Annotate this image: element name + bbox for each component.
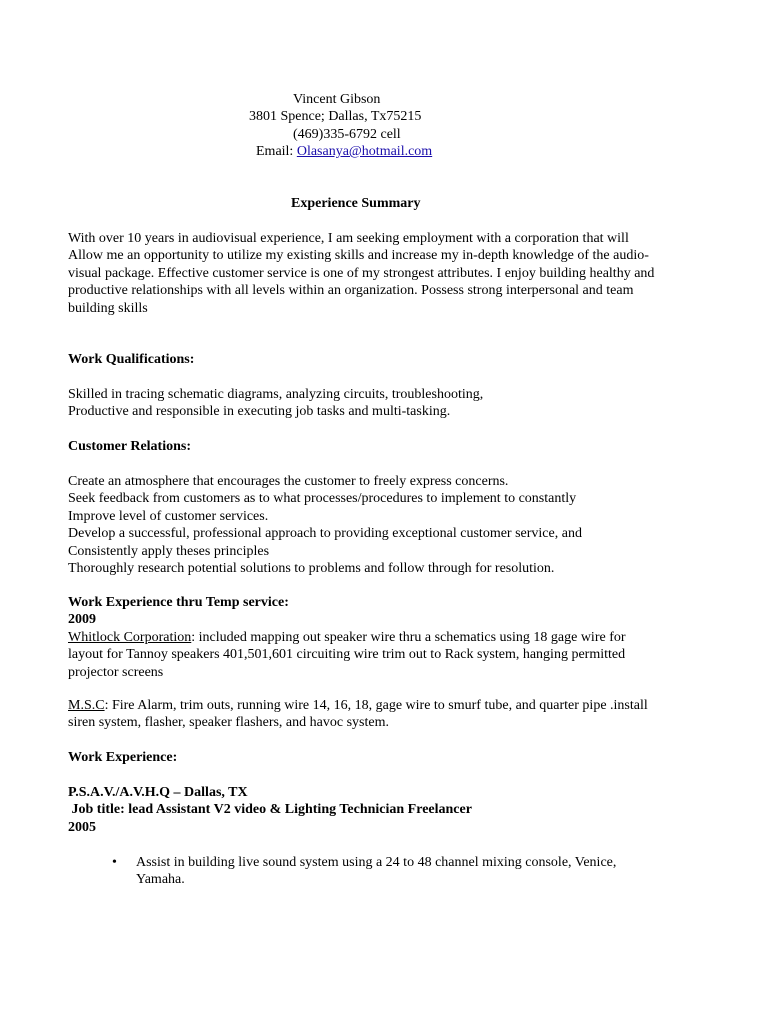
contact-phone: (469)335-6792 cell xyxy=(293,127,401,142)
experience-heading: Work Experience: xyxy=(68,750,178,765)
temp-heading: Work Experience thru Temp service: xyxy=(68,595,289,610)
qualification-line: Skilled in tracing schematic diagrams, analyzing circuits, troubleshooting, xyxy=(68,387,484,402)
msc-description: : Fire Alarm, trim outs, running wire 14, 16, 18, gage wire to smurf tube, and quarter pipe .install xyxy=(104,698,648,713)
summary-line: Allow me an opportunity to utilize my existing skills and increase my in-depth knowledge of the audio- xyxy=(68,248,649,264)
customer-line: Consistently apply theses principles xyxy=(68,543,270,559)
customer-line: Develop a successful, professional approach to providing exceptional customer service, and xyxy=(68,526,582,542)
customer-line: Thoroughly research potential solutions to problems and follow through for resolution. xyxy=(68,561,555,577)
customer-heading: Customer Relations: xyxy=(68,439,192,454)
contact-address: 3801 Spence; Dallas, Tx75215 xyxy=(249,109,422,124)
whitlock-description: : included mapping out speaker wire thru a schematics using 18 gage wire for xyxy=(191,629,626,645)
summary-heading: Experience Summary xyxy=(291,196,421,211)
whitlock-line xyxy=(68,629,708,646)
msc-line: siren system, flasher, speaker flashers, and havoc system. xyxy=(68,715,389,731)
msc-section xyxy=(68,697,708,732)
summary-line: With over 10 years in audiovisual experience, I am seeking employment with a corporation that will xyxy=(68,231,629,246)
summary-line: visual package. Effective customer service is one of my strongest attributes. I enjoy building healthy and xyxy=(68,265,655,281)
summary-paragraph xyxy=(68,230,708,317)
msc-line xyxy=(68,697,708,714)
experience-company: P.S.A.V./A.V.H.Q – Dallas, TX xyxy=(68,785,248,800)
qualifications-list xyxy=(68,386,708,421)
contact-name: Vincent Gibson xyxy=(293,92,381,107)
whitlock-line: projector screens xyxy=(68,664,164,680)
whitlock-line: layout for Tannoy speakers 401,501,601 circuiting wire trim out to Rack system, hanging permitted xyxy=(68,647,626,663)
contact-email-label: Email: xyxy=(256,144,297,159)
experience-year: 2005 xyxy=(68,819,96,835)
msc-company-name: M.S.C xyxy=(68,698,105,713)
bullet-line: Assist in building live sound system using a 24 to 48 channel mixing console, Venice, xyxy=(136,855,617,870)
qualifications-heading: Work Qualifications: xyxy=(68,352,195,367)
customer-line: Improve level of customer services. xyxy=(68,508,269,524)
customer-list xyxy=(68,473,708,577)
temp-section xyxy=(68,594,708,681)
summary-line: productive relationships with all levels within an organization. Possess strong interpersonal and team xyxy=(68,283,634,299)
experience-entry xyxy=(68,784,708,836)
customer-line: Create an atmosphere that encourages the customer to freely express concerns. xyxy=(68,474,509,489)
contact-email-line xyxy=(256,143,432,160)
temp-year: 2009 xyxy=(68,612,96,628)
summary-line: building skills xyxy=(68,300,148,316)
contact-email-link[interactable]: Olasanya@hotmail.com xyxy=(296,144,433,159)
bullet-icon: • xyxy=(112,855,117,870)
customer-line: Seek feedback from customers as to what processes/procedures to implement to constantly xyxy=(68,491,577,507)
whitlock-company-name: Whitlock Corporation xyxy=(68,629,192,645)
experience-job-title: Job title: lead Assistant V2 video & Lighting Technician Freelancer xyxy=(68,802,472,818)
bullet-text xyxy=(136,854,616,889)
qualification-line: Productive and responsible in executing job tasks and multi-tasking. xyxy=(68,404,451,420)
bullet-line: Yamaha. xyxy=(136,872,185,888)
